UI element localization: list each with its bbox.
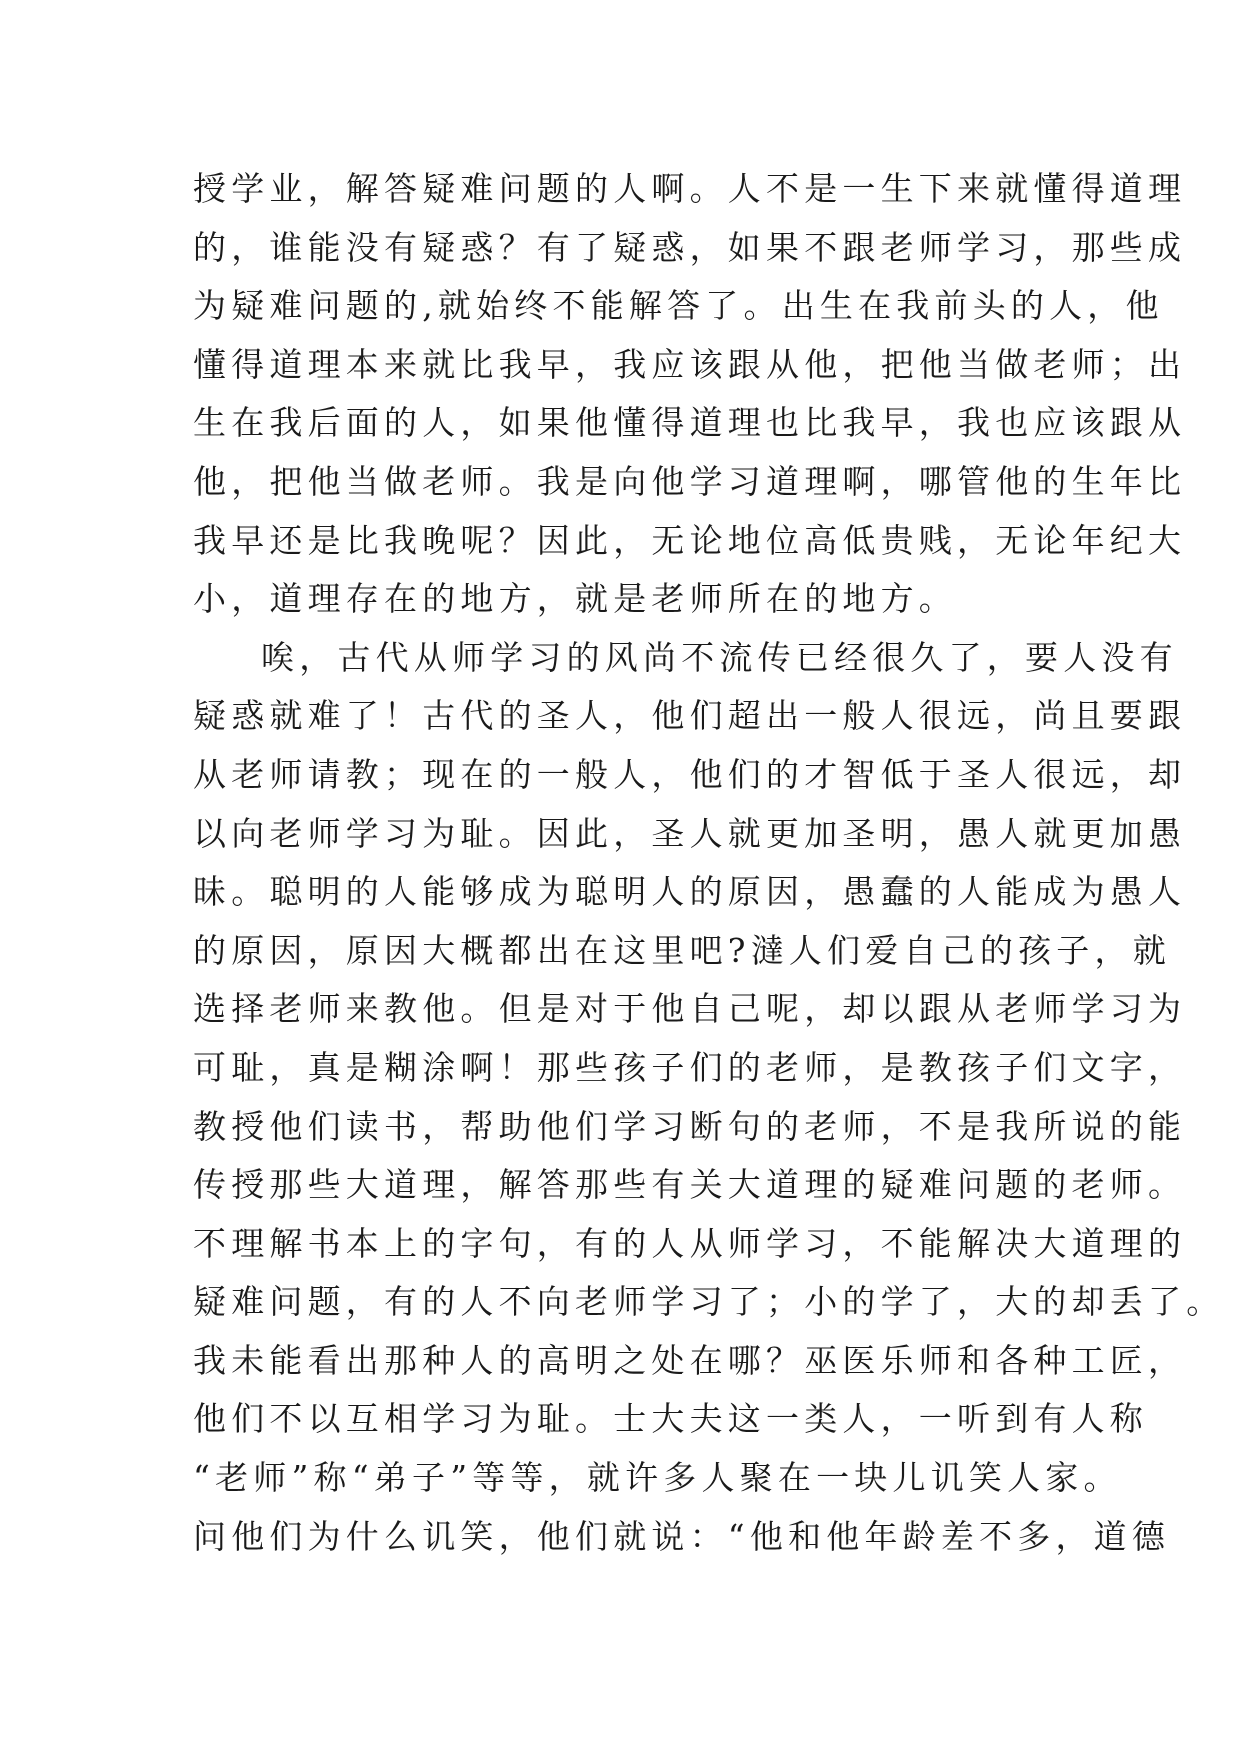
- text-line: 选择老师来教他。但是对于他自己呢，却以跟从老师学习为: [193, 989, 1187, 1029]
- text-line: 的，谁能没有疑惑？有了疑惑，如果不跟老师学习，那些成: [193, 227, 1187, 267]
- text-line: 以向老师学习为耻。因此，圣人就更加圣明，愚人就更加愚: [193, 813, 1187, 853]
- text-line: 他，把他当做老师。我是向他学习道理啊，哪管他的生年比: [193, 461, 1187, 501]
- text-line: 授学业，解答疑难问题的人啊。人不是一生下来就懂得道理: [193, 169, 1187, 208]
- text-line: 小，道理存在的地方，就是老师所在的地方。: [193, 579, 957, 619]
- text-line: 从老师请教；现在的一般人，他们的才智低于圣人很远，却: [193, 754, 1187, 794]
- text-line: 疑难问题，有的人不向老师学习了；小的学了，大的却丢了。: [193, 1282, 1225, 1322]
- text-line: “老师”称“弟子”等等，就许多人聚在一块儿讥笑人家。: [193, 1458, 1122, 1498]
- text-line: 他们不以互相学习为耻。士大夫这一类人，一听到有人称: [193, 1399, 1148, 1439]
- text-line: 疑惑就难了！古代的圣人，他们超出一般人很远，尚且要跟: [193, 696, 1187, 736]
- text-line: 可耻，真是糊涂啊！那些孩子们的老师，是教孩子们文字，: [193, 1047, 1187, 1087]
- text-line: 生在我后面的人，如果他懂得道理也比我早，我也应该跟从: [193, 403, 1187, 443]
- text-line: 我早还是比我晚呢？因此，无论地位高低贵贱，无论年纪大: [193, 520, 1187, 560]
- text-line: 教授他们读书，帮助他们学习断句的老师，不是我所说的能: [193, 1106, 1187, 1146]
- text-line: 问他们为什么讥笑，他们就说：“他和他年龄差不多，道德: [193, 1516, 1171, 1556]
- text-line: 我未能看出那种人的高明之处在哪？巫医乐师和各种工匠，: [193, 1340, 1187, 1380]
- text-line: 的原因，原因大概都出在这里吧?澾人们爱自己的孩子，就: [193, 930, 1171, 970]
- text-line: 懂得道理本来就比我早，我应该跟从他，把他当做老师；出: [193, 344, 1187, 384]
- paragraph-start-line: 唉，古代从师学习的风尚不流传已经很久了，要人没有: [261, 637, 1178, 677]
- body-text: [193, 160, 1225, 1566]
- text-line: 为疑难问题的,就始终不能解答了。出生在我前头的人，他: [193, 286, 1164, 326]
- text-line: 传授那些大道理，解答那些有关大道理的疑难问题的老师。: [193, 1165, 1187, 1205]
- text-line: 不理解书本上的字句，有的人从师学习，不能解决大道理的: [193, 1223, 1187, 1263]
- text-line: 昧。聪明的人能够成为聪明人的原因，愚蠢的人能成为愚人: [193, 872, 1187, 912]
